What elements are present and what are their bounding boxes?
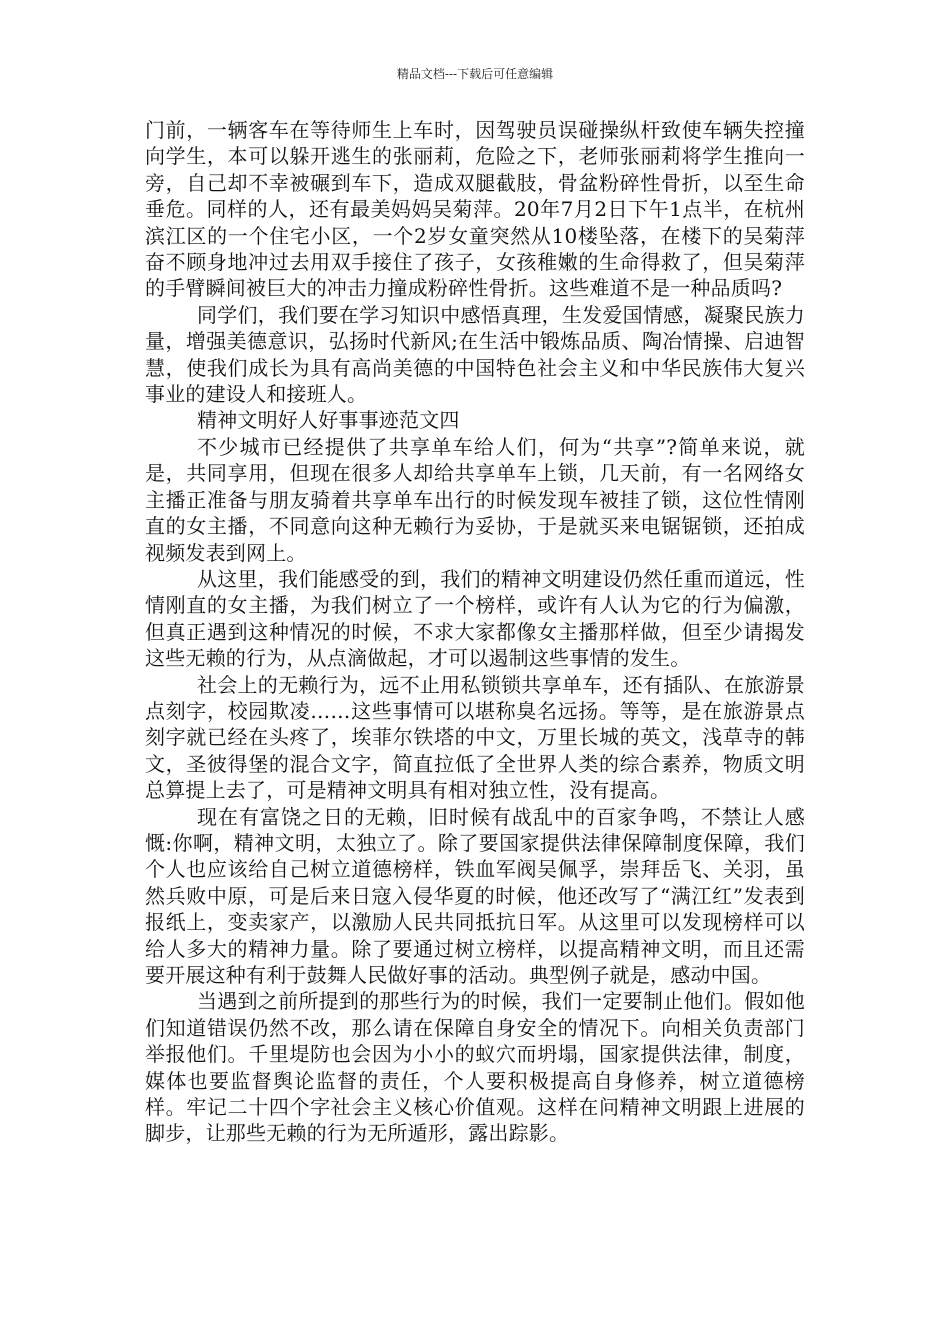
paragraph-continuation: 门前，一辆客车在等待师生上车时，因驾驶员误碰操纵杆致使车辆失控撞向学生，本可以躲开逃生的张丽莉，危险之下，老师张丽莉将学生推向一旁，自己却不幸被碾到车下，造成双腿截肢，骨盆粉碎性骨折，以至生命垂危。同样的人，还有最美妈妈吴菊萍。20年7月2日下午1点半，在杭州滨江区的一个住宅小区，一个2岁女童突然从10楼坠落，在楼下的吴菊萍奋不顾身地冲过去用双手接住了孩子，女孩稚嫩的生命得救了，但吴菊萍的手臂瞬间被巨大的冲击力撞成粉碎性骨折。这些难道不是一种品质吗? (145, 118, 805, 301)
paragraph: 同学们，我们要在学习知识中感悟真理，生发爱国情感，凝聚民族力量，增强美德意识，弘扬时代新风;在生活中锻炼品质、陶冶情操、启迪智慧，使我们成长为具有高尚美德的中国特色社会主义和中华民族伟大复兴事业的建设人和接班人。 (145, 302, 805, 407)
section-heading: 精神文明好人好事事迹范文四 (197, 408, 460, 433)
paragraph: 现在有富饶之日的无赖，旧时候有战乱中的百家争鸣，不禁让人感慨:你啊，精神文明，太独立了。除了要国家提供法律保障制度保障，我们个人也应该给自己树立道德榜样，铁血军阀吴佩孚，崇拜岳飞、关羽，虽然兵败中原，可是后来日寇入侵华夏的时候，他还改写了“满江红”发表到报纸上，变卖家产，以激励人民共同抵抗日军。从这里可以发现榜样可以给人多大的精神力量。除了要通过树立榜样，以提高精神文明，而且还需要开展这种有利于鼓舞人民做好事的活动。典型例子就是，感动中国。 (145, 804, 805, 987)
paragraph: 社会上的无赖行为，远不止用私锁锁共享单车，还有插队、在旅游景点刻字，校园欺凌……这些事情可以堪称臭名远扬。等等，是在旅游景点刻字就已经在头疼了，埃菲尔铁塔的中文，万里长城的英文，浅草寺的韩文，圣彼得堡的混合文字，简直拉低了全世界人类的综合素养，物质文明总算提上去了，可是精神文明具有相对独立性，没有提高。 (145, 672, 805, 803)
paragraph: 从这里，我们能感受的到，我们的精神文明建设仍然任重而道远，性情刚直的女主播，为我们树立了一个榜样，或许有人认为它的行为偏激，但真正遇到这种情况的时候，不求大家都像女主播那样做，但至少请揭发这些无赖的行为，从点滴做起，才可以遏制这些事情的发生。 (145, 566, 805, 671)
paragraph: 当遇到之前所提到的那些行为的时候，我们一定要制止他们。假如他们知道错误仍然不改，那么请在保障自身安全的情况下。向相关负责部门举报他们。千里堤防也会因为小小的蚁穴而坍塌，国家提供法律，制度，媒体也要监督舆论监督的责任，个人要积极提高自身修养，树立道德榜样。牢记二十四个字社会主义核心价值观。这样在问精神文明跟上进展的脚步，让那些无赖的行为无所遁形，露出踪影。 (145, 989, 805, 1146)
page-header: 精品文档---下载后可任意编辑 (396, 67, 554, 81)
paragraph: 不少城市已经提供了共享单车给人们，何为“共享”?简单来说，就是，共同享用，但现在很多人却给共享单车上锁，几天前，有一名网络女主播正准备与朋友骑着共享单车出行的时候发现车被挂了锁，这位性情刚直的女主播，不同意向这种无赖行为妥协，于是就买来电锯锯锁，还拍成视频发表到网上。 (145, 434, 805, 565)
document-body (145, 117, 805, 1147)
